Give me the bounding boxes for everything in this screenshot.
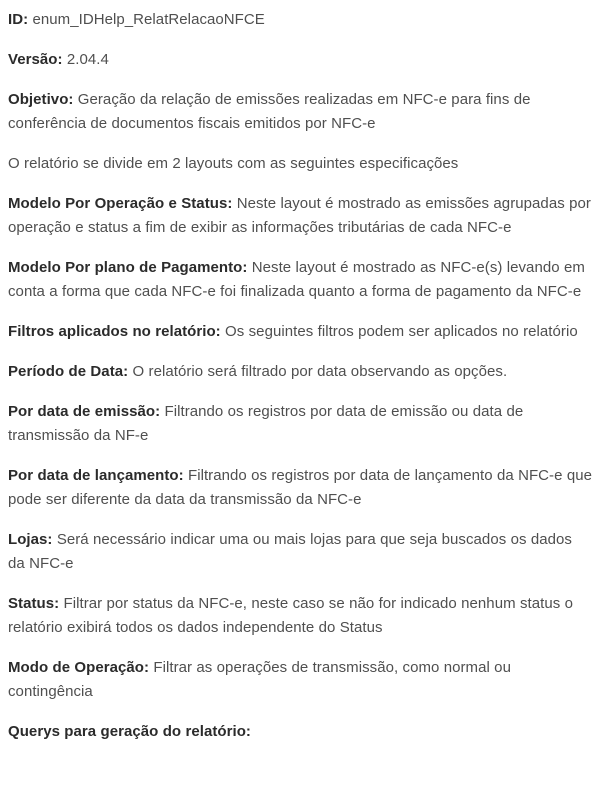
paragraph-text-objetivo: Geração da relação de emissões realizadas em NFC-e para fins de conferência de documentos fiscais emitidos por NFC-e — [8, 91, 531, 132]
paragraph-status — [8, 592, 592, 640]
paragraph-modelo-por-plano-de-pagamento — [8, 256, 592, 304]
paragraph-lojas — [8, 528, 592, 576]
paragraph-label-modelo-por-plano-de-pagamento: Modelo Por plano de Pagamento: — [8, 259, 248, 276]
paragraph-modelo-por-operacao-e-status — [8, 192, 592, 240]
paragraph-querys-para-geracao-do-relatorio — [8, 720, 592, 744]
paragraph-text-status: Filtrar por status da NFC-e, neste caso se não for indicado nenhum status o relatório exibirá todos os dados independente do Status — [8, 595, 573, 636]
paragraph-label-versao: Versão: — [8, 51, 63, 68]
paragraph-label-modelo-por-operacao-e-status: Modelo Por Operação e Status: — [8, 195, 233, 212]
paragraph-text-periodo-de-data: O relatório será filtrado por data observando as opções. — [132, 363, 508, 380]
paragraph-por-data-de-emissao — [8, 400, 592, 448]
paragraph-text-modelo-por-operacao-e-status: Neste layout é mostrado as emissões agrupadas por operação e status a fim de exibir as informações tributárias de cada NFC-e — [8, 195, 591, 236]
paragraph-id — [8, 8, 592, 32]
paragraph-text-modelo-por-plano-de-pagamento: Neste layout é mostrado as NFC-e(s) levando em conta a forma que cada NFC-e foi finalizada quanto a forma de pagamento da NFC-e — [8, 259, 585, 300]
paragraph-label-id: ID: — [8, 11, 29, 28]
paragraph-label-querys-para-geracao-do-relatorio: Querys para geração do relatório: — [8, 723, 251, 740]
paragraph-periodo-de-data — [8, 360, 592, 384]
paragraph-text-modo-de-operacao: Filtrar as operações de transmissão, como normal ou contingência — [8, 659, 511, 700]
paragraph-label-periodo-de-data: Período de Data: — [8, 363, 129, 380]
paragraph-text-filtros-aplicados-no-relatorio: Os seguintes filtros podem ser aplicados no relatório — [225, 323, 578, 340]
paragraph-text-versao: 2.04.4 — [66, 51, 109, 68]
paragraph-layouts-intro — [8, 152, 592, 176]
paragraph-text-por-data-de-emissao: Filtrando os registros por data de emissão ou data de transmissão da NF-e — [8, 403, 524, 444]
paragraph-filtros-aplicados-no-relatorio — [8, 320, 592, 344]
paragraph-label-filtros-aplicados-no-relatorio: Filtros aplicados no relatório: — [8, 323, 221, 340]
paragraph-label-objetivo: Objetivo: — [8, 91, 74, 108]
paragraph-label-lojas: Lojas: — [8, 531, 53, 548]
paragraph-text-id: enum_IDHelp_RelatRelacaoNFCE — [32, 11, 265, 28]
paragraph-label-por-data-de-lancamento: Por data de lançamento: — [8, 467, 184, 484]
paragraph-label-por-data-de-emissao: Por data de emissão: — [8, 403, 161, 420]
paragraph-text-layouts-intro: O relatório se divide em 2 layouts com as seguintes especificações — [8, 155, 459, 172]
paragraph-label-modo-de-operacao: Modo de Operação: — [8, 659, 150, 676]
paragraph-por-data-de-lancamento — [8, 464, 592, 512]
paragraph-text-por-data-de-lancamento: Filtrando os registros por data de lançamento da NFC-e que pode ser diferente da data da transmissão da NFC-e — [8, 467, 592, 508]
paragraph-versao — [8, 48, 592, 72]
paragraph-objetivo — [8, 88, 592, 136]
paragraph-text-lojas: Será necessário indicar uma ou mais lojas para que seja buscados os dados da NFC-e — [8, 531, 572, 572]
paragraph-modo-de-operacao — [8, 656, 592, 704]
paragraph-label-status: Status: — [8, 595, 60, 612]
